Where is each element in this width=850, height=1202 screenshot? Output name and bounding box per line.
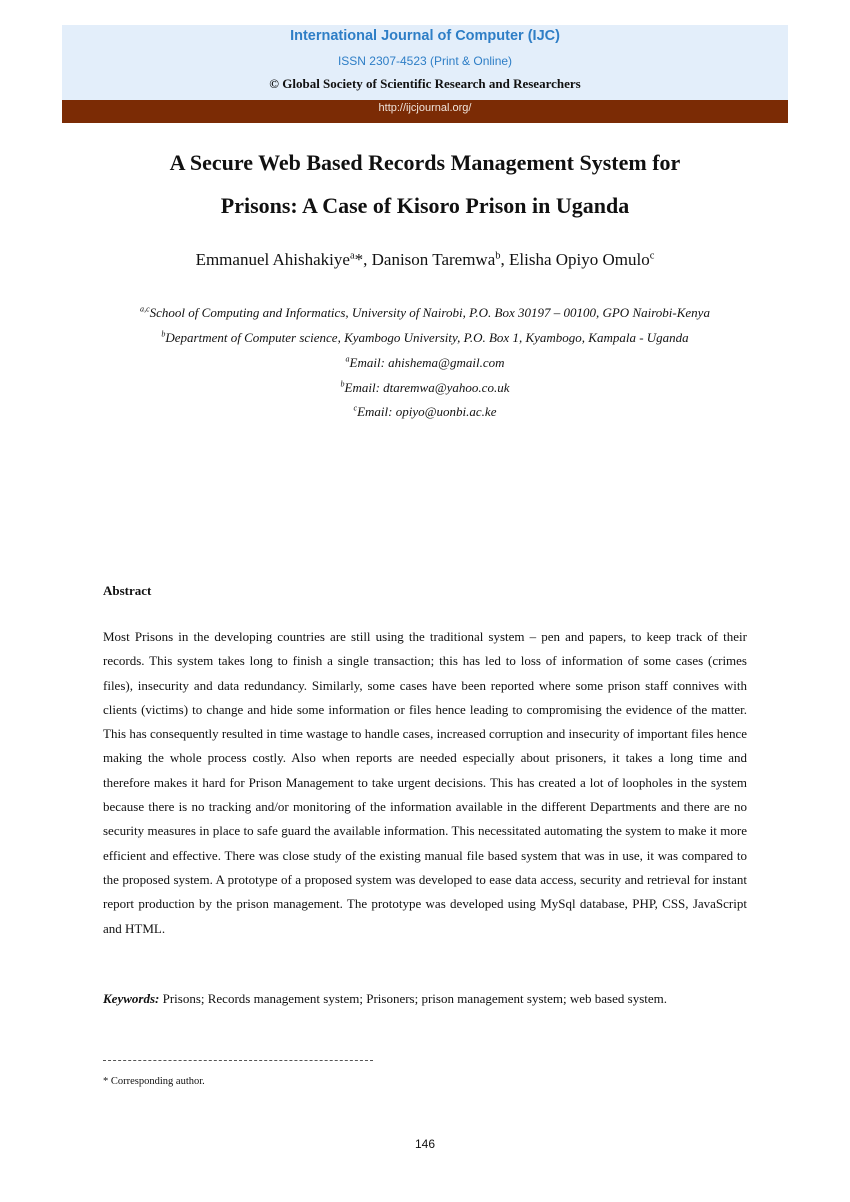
affiliation-text: School of Computing and Informatics, University of Nairobi, P.O. Box 30197 – 00100, GPO Nairobi-Kenya bbox=[149, 305, 710, 320]
abstract-heading: Abstract bbox=[103, 583, 152, 598]
corresponding-author-note: * Corresponding author. bbox=[103, 1076, 205, 1087]
journal-society: © Global Society of Scientific Research and Researchers bbox=[269, 76, 581, 91]
email-author-b bbox=[62, 380, 788, 396]
author-name: Elisha Opiyo Omulo bbox=[509, 250, 650, 269]
abstract-body: Most Prisons in the developing countries are still using the traditional system – pen and papers, to keep track of their records. This system takes long to finish a single transaction; this has led to loss of information of some cases (crimes files), insecurity and data redundancy. Similarly, some cases have been reported where some prison staff connives with clients (victims) to change and hide some information or files hence leading to compromising the evidence of the matter. This has consequently resulted in time wastage to handle cases, increased corruption and insecurity of important files hence making the whole process costly. Also when reports are needed especially about prisoners, it takes a long time and therefore makes it hard for Prison Management to take urgent decisions. This has created a lot of loopholes in the system because there is no tracking and/or monitoring of the information available in the different Departments and there are no security measures in place to safe guard the available information. This necessitated automating the system to make it more efficient and effective. There was close study of the existing manual file based system that was in use, it was compared to the proposed system. A prototype of a proposed system was developed to ease data access, security and retrieval for instant report production by the prison management. The prototype was developed using MySql database, PHP, CSS, JavaScript and HTML. bbox=[103, 629, 747, 936]
affiliation-mark: a,c bbox=[140, 304, 150, 314]
email-mark: a bbox=[345, 354, 350, 364]
author-separator: *, bbox=[354, 250, 372, 269]
affiliation-nairobi bbox=[62, 305, 788, 321]
journal-banner bbox=[62, 25, 788, 100]
affiliation-kyambogo bbox=[62, 330, 788, 346]
journal-url-link[interactable]: http://ijcjournal.org/ bbox=[62, 100, 788, 123]
email-mark: c bbox=[353, 403, 358, 413]
email-text: Email: dtaremwa@yahoo.co.uk bbox=[344, 380, 510, 395]
author-mark: a bbox=[349, 250, 355, 262]
author-mark: c bbox=[649, 250, 655, 262]
affiliation-text: Department of Computer science, Kyambogo University, P.O. Box 1, Kyambogo, Kampala - Uganda bbox=[165, 330, 689, 345]
page-number: 146 bbox=[414, 1137, 436, 1151]
keywords-text: Prisons; Records management system; Prisoners; prison management system; web based system. bbox=[162, 991, 667, 1006]
paper-title bbox=[62, 141, 788, 227]
paper-title-line-2: Prisons: A Case of Kisoro Prison in Uganda bbox=[220, 193, 630, 218]
email-mark: b bbox=[340, 379, 345, 389]
author-mark: b bbox=[495, 250, 501, 262]
affiliation-mark: b bbox=[161, 329, 166, 339]
journal-title: International Journal of Computer (IJC) bbox=[290, 28, 560, 44]
author-separator: , bbox=[500, 250, 510, 269]
journal-issn: ISSN 2307-4523 (Print & Online) bbox=[337, 54, 513, 68]
author-list bbox=[62, 250, 788, 270]
email-author-a bbox=[62, 355, 788, 371]
keywords-line bbox=[103, 991, 763, 1007]
paper-title-line-1: A Secure Web Based Records Management System for bbox=[169, 150, 681, 175]
author-name: Emmanuel Ahishakiye bbox=[195, 250, 350, 269]
email-author-c bbox=[62, 404, 788, 420]
author-name: Danison Taremwa bbox=[371, 250, 496, 269]
footnote-divider bbox=[103, 1060, 373, 1061]
keywords-label: Keywords: bbox=[103, 991, 160, 1006]
email-text: Email: opiyo@uonbi.ac.ke bbox=[357, 404, 497, 419]
email-text: Email: ahishema@gmail.com bbox=[349, 355, 505, 370]
